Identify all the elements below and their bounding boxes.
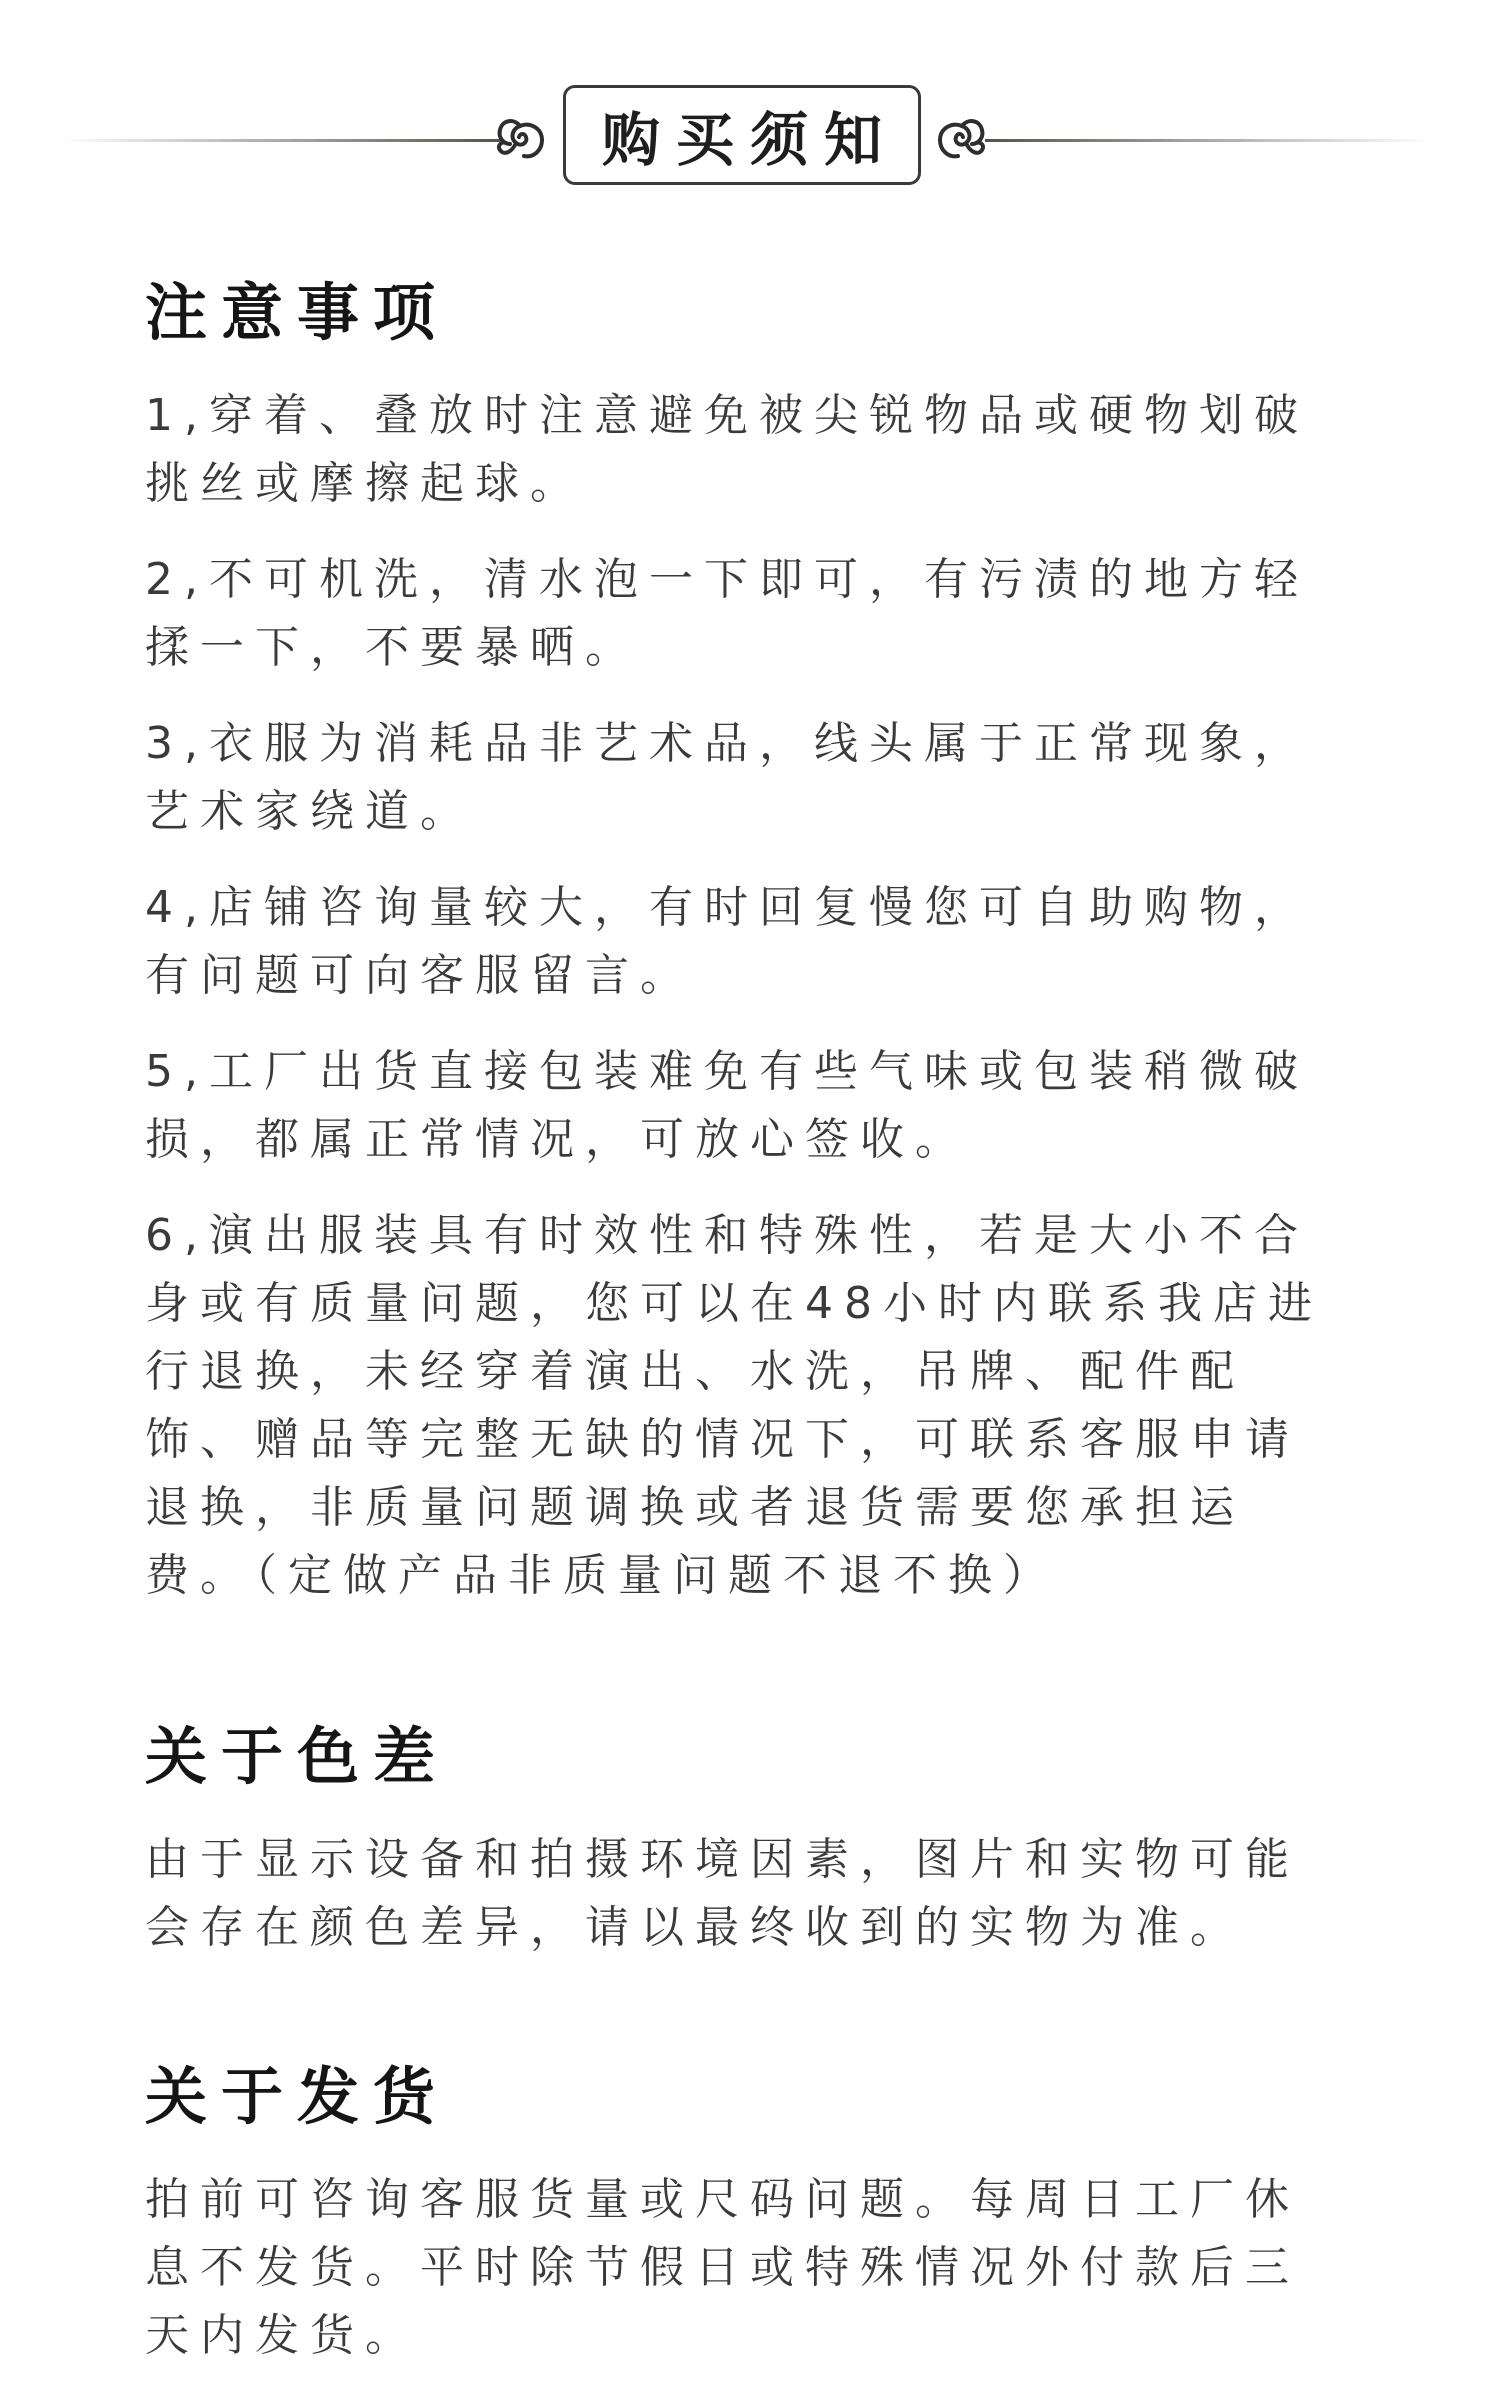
notice-item: 拍前可咨询客服货量或尺码问题。每周日工厂休息不发货。平时除节假日或特殊情况外付款后三天内发货。 — [145, 2174, 1300, 2361]
title-banner — [0, 80, 1500, 200]
notice-item: 2,不可机洗，清水泡一下即可，有污渍的地方轻揉一下，不要暴晒。 — [145, 554, 1309, 673]
section-shipping — [145, 2054, 1375, 2370]
banner-divider-right — [985, 139, 1430, 142]
section-heading: 关于色差 — [145, 1720, 450, 1793]
section-heading: 注意事项 — [145, 276, 450, 349]
notice-item: 1,穿着、叠放时注意避免被尖锐物品或硬物划破挑丝或摩擦起球。 — [145, 390, 1309, 509]
notice-item: 由于显示设备和拍摄环境因素，图片和实物可能会存在颜色差异，请以最终收到的实物为准。 — [145, 1834, 1300, 1953]
section-color-difference — [145, 1714, 1375, 1962]
notice-item: 4,店铺咨询量较大，有时回复慢您可自助购物，有问题可向客服留言。 — [145, 882, 1309, 1001]
cloud-scroll-icon — [490, 110, 550, 170]
section-spacer — [145, 1990, 1375, 2054]
section-precautions — [145, 270, 1375, 1610]
banner-divider-left — [60, 139, 500, 142]
cloud-scroll-icon — [932, 110, 992, 170]
notice-item: 5,工厂出货直接包装难免有些气味或包装稍微破损，都属正常情况，可放心签收。 — [145, 1046, 1309, 1165]
section-heading: 关于发货 — [145, 2060, 450, 2133]
section-spacer — [145, 1638, 1375, 1714]
notice-item: 3,衣服为消耗品非艺术品，线头属于正常现象，艺术家绕道。 — [145, 718, 1309, 837]
notice-content — [145, 270, 1375, 2398]
page-title: 购买须知 — [601, 106, 898, 174]
banner-title-box — [563, 85, 921, 185]
notice-item: 6,演出服装具有时效性和特殊性，若是大小不合身或有质量问题，您可以在48小时内联系我店进行退换，未经穿着演出、水洗，吊牌、配件配饰、赠品等完整无缺的情况下，可联系客服申请退换，非质量问题调换或者退货需要您承担运费。（定做产品非质量问题不退不换） — [145, 1210, 1323, 1601]
